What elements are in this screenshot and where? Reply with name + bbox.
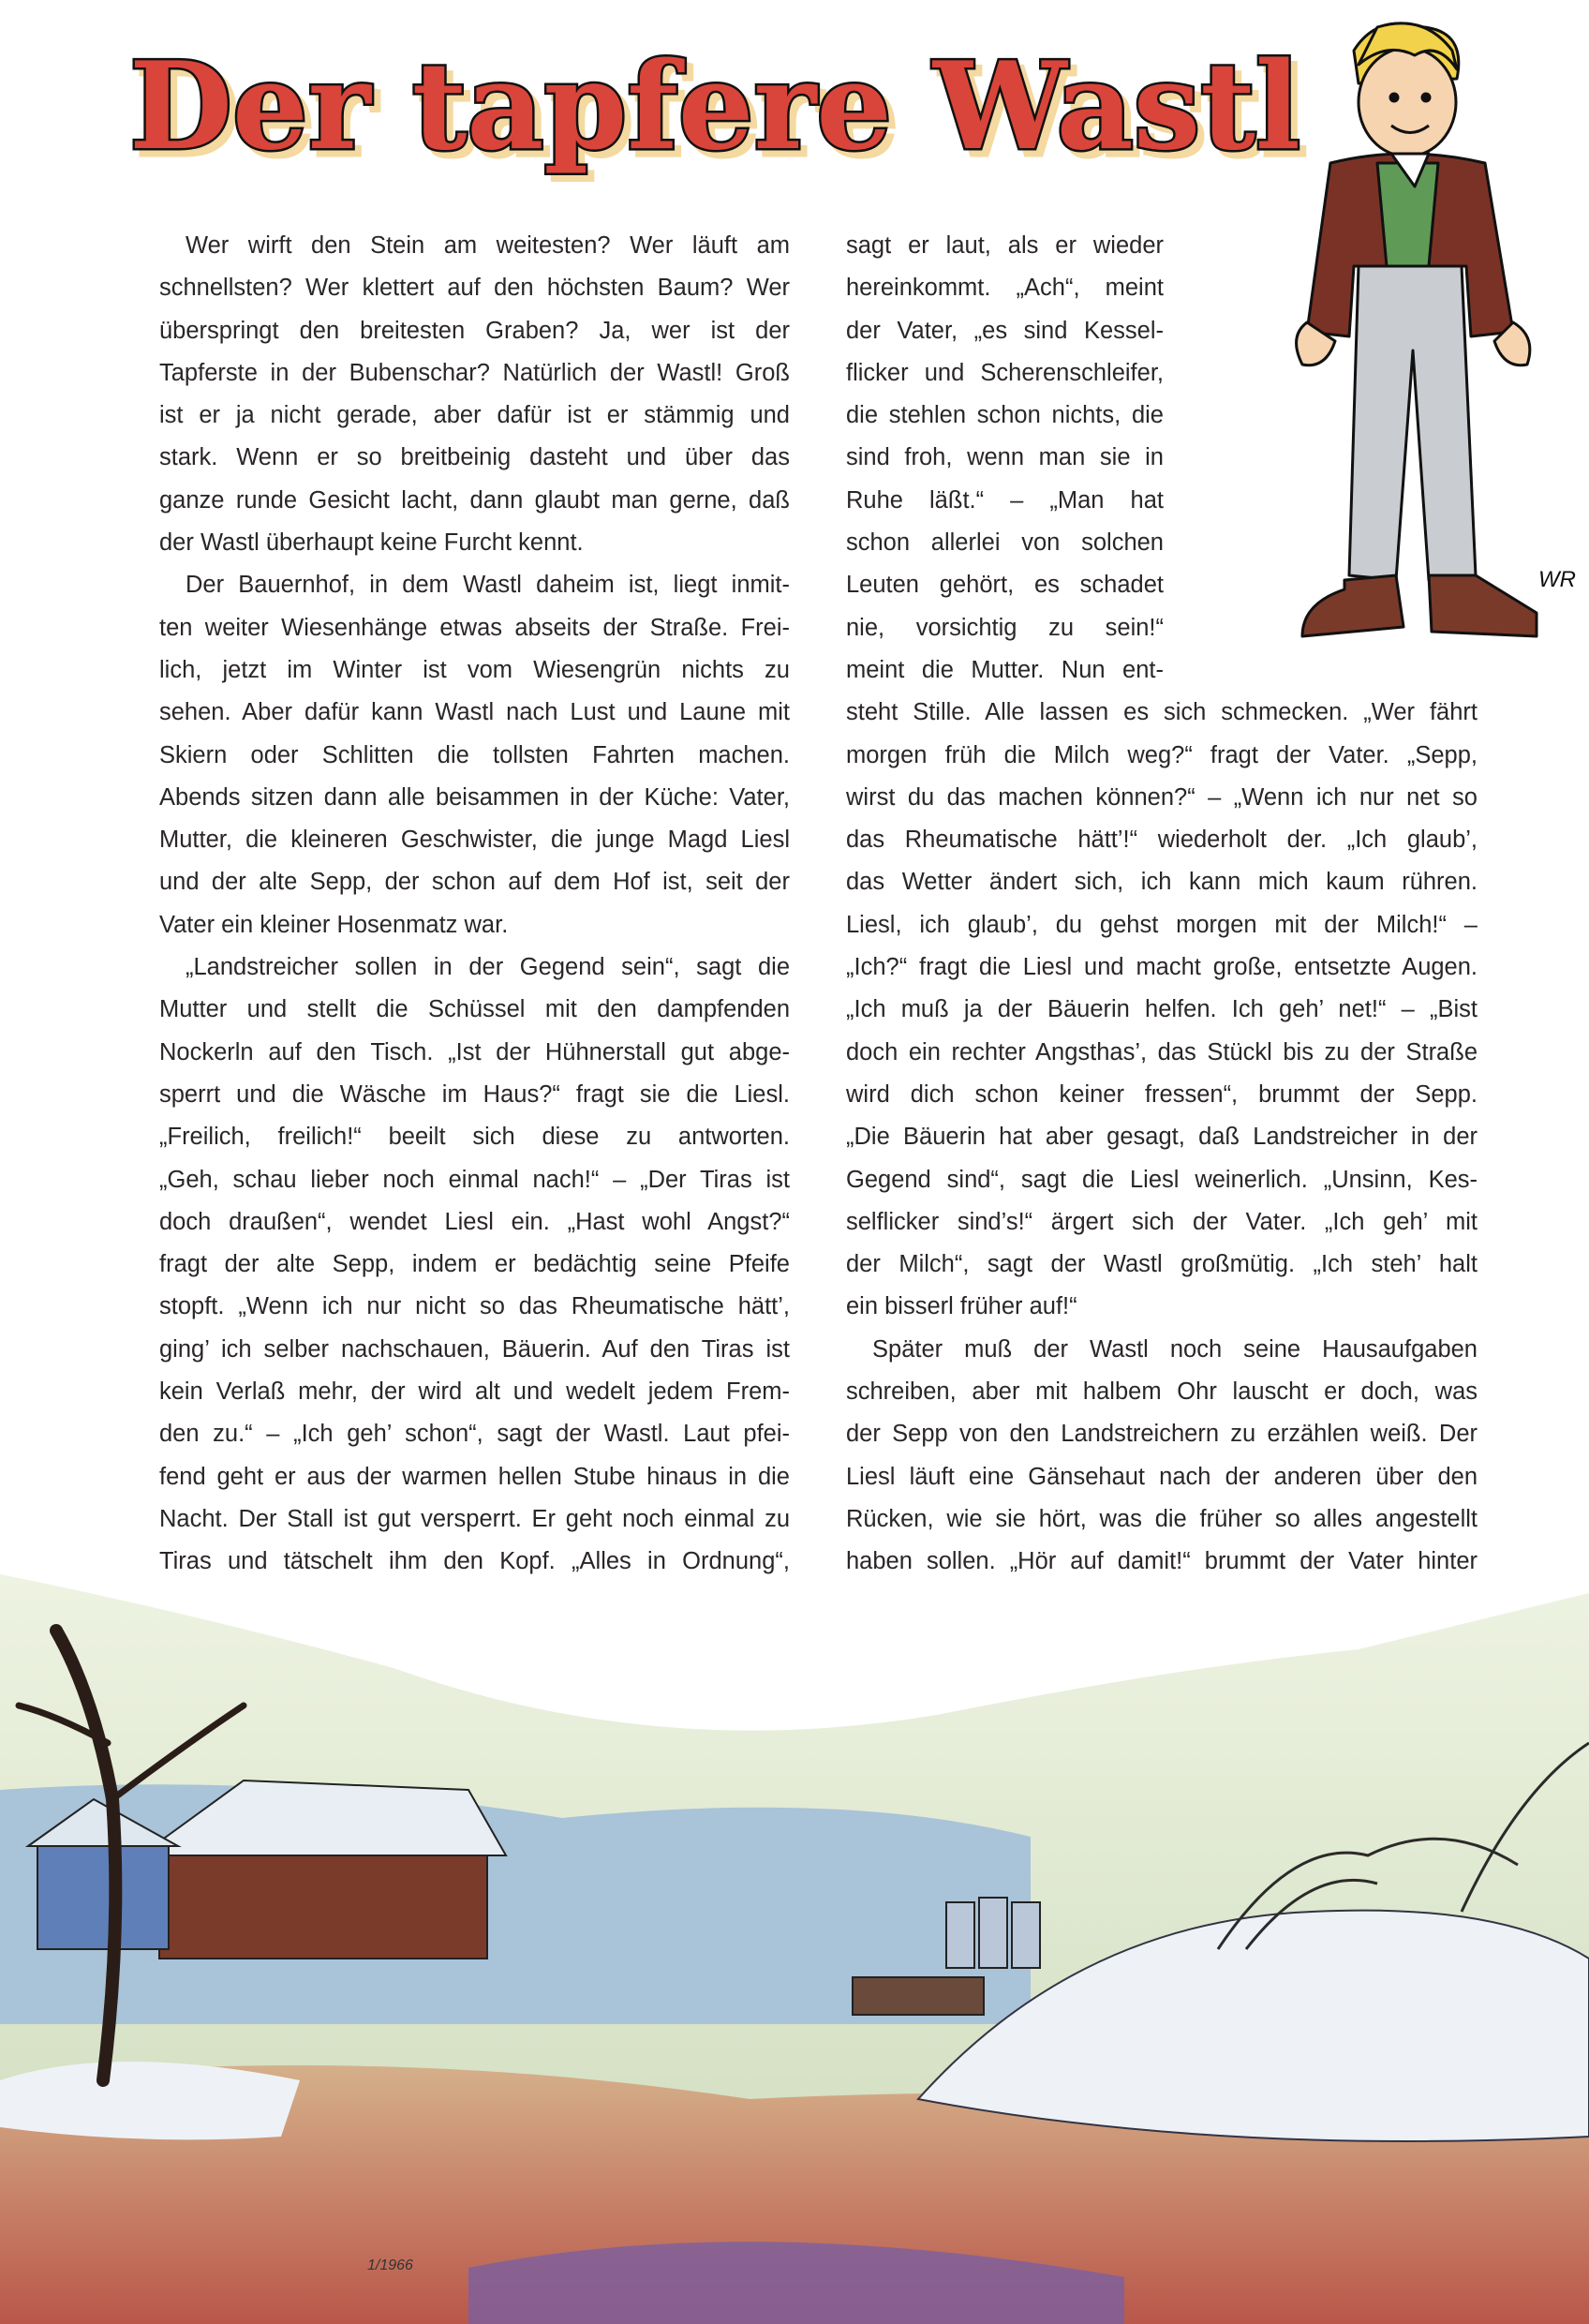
text-line: fragt der alte Sepp, indem er bedächtig seine Pfeife xyxy=(159,1251,790,1278)
text-column-left xyxy=(159,225,790,1584)
text-line: Leuten gehört, es schadet xyxy=(846,572,1164,599)
text-line: den zu.“ – „Ich geh’ schon“, sagt der Wastl. Laut pfei- xyxy=(159,1421,790,1448)
text-line: der Wastl überhaupt keine Furcht kennt. xyxy=(159,529,584,557)
text-row xyxy=(159,1159,790,1201)
text-line: hereinkommt. „Ach“, meint xyxy=(846,275,1164,302)
text-line: doch ein rechter Angsthas’, das Stückl bis zu der Straße xyxy=(846,1038,1478,1065)
text-row xyxy=(159,904,790,946)
text-line: wird dich schon keiner fressen“, brummt der Sepp. xyxy=(846,1080,1478,1108)
text-row xyxy=(846,267,1164,309)
text-row xyxy=(846,861,1478,903)
text-line: sperrt und die Wäsche im Haus?“ fragt sie die Liesl. xyxy=(159,1080,790,1108)
text-row xyxy=(159,735,790,777)
text-row xyxy=(846,1032,1478,1074)
text-row xyxy=(846,1371,1478,1413)
text-line: Liesl, ich glaub’, du gehst morgen mit der Milch!“ – xyxy=(846,911,1478,938)
text-row xyxy=(159,267,790,309)
text-row xyxy=(159,1116,790,1158)
text-line: ein bisserl früher auf!“ xyxy=(846,1293,1077,1320)
text-line: lich, jetzt im Winter ist vom Wiesengrün nichts zu xyxy=(159,656,790,683)
text-line: Gegend sind“, sagt die Liesl weinerlich. „Unsinn, Kes- xyxy=(846,1166,1478,1193)
text-row xyxy=(159,1371,790,1413)
text-row xyxy=(846,310,1164,352)
text-line: Später muß der Wastl noch seine Hausaufgaben xyxy=(872,1335,1478,1363)
text-row xyxy=(846,225,1164,267)
text-row xyxy=(159,989,790,1031)
text-row xyxy=(159,1413,790,1455)
text-line: Nacht. Der Stall ist gut versperrt. Er geht noch einmal zu xyxy=(159,1505,790,1532)
text-line: wirst du das machen können?“ – „Wenn ich nur net so xyxy=(846,783,1478,811)
text-row xyxy=(846,352,1164,395)
text-line: „Geh, schau lieber noch einmal nach!“ – „Der Tiras ist xyxy=(159,1166,790,1193)
title-text: Der tapfere Wastl xyxy=(129,37,1300,177)
text-line: sehen. Aber dafür kann Wastl nach Lust und Laune mit xyxy=(159,699,790,726)
text-row xyxy=(159,310,790,352)
text-line: das Wetter ändert sich, ich kann mich kaum rühren. xyxy=(846,869,1478,896)
text-line: der Sepp von den Landstreichern zu erzählen weiß. Der xyxy=(846,1421,1478,1448)
text-row xyxy=(846,904,1478,946)
text-line: Skiern oder Schlitten die tollsten Fahrten machen. xyxy=(159,741,790,768)
text-row xyxy=(846,735,1478,777)
text-line: selflicker sind’s!“ ärgert sich der Vater. „Ich geh’ mit xyxy=(846,1208,1478,1235)
text-line: flicker und Scherenschleifer, xyxy=(846,359,1164,386)
text-line: Tiras und tätschelt ihm den Kopf. „Alles in Ordnung“, xyxy=(159,1548,790,1575)
text-line: fend geht er aus der warmen hellen Stube hinaus in die xyxy=(159,1463,790,1490)
text-line: „Ich?“ fragt die Liesl und macht große, entsetzte Augen. xyxy=(846,954,1478,981)
text-line: doch draußen“, wendet Liesl ein. „Hast wohl Angst?“ xyxy=(159,1208,790,1235)
boot-left xyxy=(1302,575,1403,636)
text-line: sagt er laut, als er wieder xyxy=(846,232,1164,259)
text-line: Der Bauernhof, in dem Wastl daheim ist, liegt inmit- xyxy=(186,572,790,599)
text-row xyxy=(846,1159,1478,1201)
text-row xyxy=(159,522,790,564)
text-row xyxy=(846,1498,1478,1541)
text-row xyxy=(159,1244,790,1286)
trousers xyxy=(1349,266,1476,580)
text-row xyxy=(846,1201,1478,1244)
text-line: Abends sitzen dann alle beisammen in der Küche: Vater, xyxy=(159,783,790,811)
text-row xyxy=(846,564,1164,606)
text-line: das Rheumatische hätt’!“ wiederholt der. „Ich glaub’, xyxy=(846,827,1478,854)
text-line: und der alte Sepp, der schon auf dem Hof ist, seit der xyxy=(159,869,790,896)
text-row xyxy=(846,819,1478,861)
boot-right xyxy=(1429,575,1537,636)
text-row xyxy=(846,649,1164,692)
illustrator-signature: WR xyxy=(1538,567,1576,592)
text-line: „Ich muß ja der Bäuerin helfen. Ich geh’ net!“ – „Bist xyxy=(846,996,1478,1023)
text-row xyxy=(159,395,790,437)
text-line: nie, vorsichtig zu sein!“ xyxy=(846,614,1164,641)
text-row xyxy=(159,1201,790,1244)
text-row xyxy=(159,480,790,522)
text-row xyxy=(159,692,790,734)
text-line: der Milch“, sagt der Wastl großmütig. „Ich steh’ halt xyxy=(846,1251,1478,1278)
boy-illustration xyxy=(1265,13,1583,669)
text-row xyxy=(846,692,1478,734)
text-line: kein Verlaß mehr, der wird alt und wedelt jedem Frem- xyxy=(159,1378,790,1406)
text-row xyxy=(159,946,790,989)
text-row xyxy=(159,352,790,395)
text-row xyxy=(846,1456,1478,1498)
text-row xyxy=(846,1286,1478,1328)
text-line: Wer wirft den Stein am weitesten? Wer läuft am xyxy=(186,232,790,259)
text-line: morgen früh die Milch weg?“ fragt der Vater. „Sepp, xyxy=(846,741,1478,768)
text-line: ganze runde Gesicht lacht, dann glaubt man gerne, daß xyxy=(159,486,790,514)
text-row xyxy=(846,395,1164,437)
text-row xyxy=(159,607,790,649)
page-title xyxy=(120,28,1319,178)
text-row xyxy=(159,225,790,267)
print-date: 1/1966 xyxy=(367,2257,413,2273)
face xyxy=(1359,48,1456,156)
text-row xyxy=(846,607,1164,649)
text-line: ging’ ich selber nachschauen, Bäuerin. Auf den Tiras ist xyxy=(159,1335,790,1363)
text-line: „Landstreicher sollen in der Gegend sein“, sagt die xyxy=(186,954,790,981)
text-row xyxy=(159,861,790,903)
text-line: ist er ja nicht gerade, aber dafür ist er stämmig und xyxy=(159,402,790,429)
text-line: schon allerlei von solchen xyxy=(846,529,1164,557)
text-line: haben sollen. „Hör auf damit!“ brummt der Vater hinter xyxy=(846,1548,1478,1575)
text-line: stark. Wenn er so breitbeinig dasteht und über das xyxy=(159,444,790,471)
farmhouse xyxy=(28,1780,506,1959)
text-line: Tapferste in der Bubenschar? Natürlich der Wastl! Groß xyxy=(159,359,790,386)
text-row xyxy=(159,1286,790,1328)
winter-landscape-illustration xyxy=(0,1556,1589,2324)
text-row xyxy=(846,522,1164,564)
text-line: steht Stille. Alle lassen es sich schmecken. „Wer fährt xyxy=(846,699,1478,726)
text-row xyxy=(159,1329,790,1371)
text-row xyxy=(846,777,1478,819)
text-row xyxy=(846,480,1164,522)
text-row xyxy=(846,437,1164,479)
text-row xyxy=(159,1498,790,1541)
text-row xyxy=(846,1413,1478,1455)
text-line: Ruhe läßt.“ – „Man hat xyxy=(846,486,1164,514)
text-line: Liesl läuft eine Gänsehaut nach der anderen über den xyxy=(846,1463,1478,1490)
text-row xyxy=(159,564,790,606)
text-row xyxy=(846,1329,1478,1371)
text-row xyxy=(159,777,790,819)
text-row xyxy=(159,649,790,692)
text-line: schreiben, aber mit halbem Ohr lauscht er doch, was xyxy=(846,1378,1478,1406)
text-line: die stehlen schon nichts, die xyxy=(846,402,1164,429)
text-line: Mutter und stellt die Schüssel mit den dampfenden xyxy=(159,996,790,1023)
text-row xyxy=(846,989,1478,1031)
text-line: „Die Bäuerin hat aber gesagt, daß Landstreicher in der xyxy=(846,1124,1478,1151)
text-row xyxy=(846,1116,1478,1158)
text-row xyxy=(159,819,790,861)
text-row xyxy=(846,1244,1478,1286)
text-row xyxy=(159,1074,790,1116)
text-line: Rücken, wie sie hört, was die früher so alles angestellt xyxy=(846,1505,1478,1532)
text-line: schnellsten? Wer klettert auf den höchsten Baum? Wer xyxy=(159,275,790,302)
text-line: meint die Mutter. Nun ent- xyxy=(846,656,1164,683)
text-line: Vater ein kleiner Hosenmatz war. xyxy=(159,911,509,938)
text-row xyxy=(846,1074,1478,1116)
text-row xyxy=(159,1456,790,1498)
text-line: der Vater, „es sind Kessel- xyxy=(846,317,1164,344)
text-row xyxy=(846,946,1478,989)
text-row xyxy=(159,437,790,479)
text-line: „Freilich, freilich!“ beeilt sich diese zu antworten. xyxy=(159,1124,790,1151)
text-row xyxy=(159,1032,790,1074)
text-line: ten weiter Wiesenhänge etwas abseits der Straße. Frei- xyxy=(159,614,790,641)
text-line: Nockerln auf den Tisch. „Ist der Hühnerstall gut abge- xyxy=(159,1038,790,1065)
text-line: stopft. „Wenn ich nur nicht so das Rheumatische hätt’, xyxy=(159,1293,790,1320)
text-line: Mutter, die kleineren Geschwister, die junge Magd Liesl xyxy=(159,827,790,854)
text-line: sind froh, wenn man sie in xyxy=(846,444,1164,471)
text-line: überspringt den breitesten Graben? Ja, wer ist der xyxy=(159,317,790,344)
